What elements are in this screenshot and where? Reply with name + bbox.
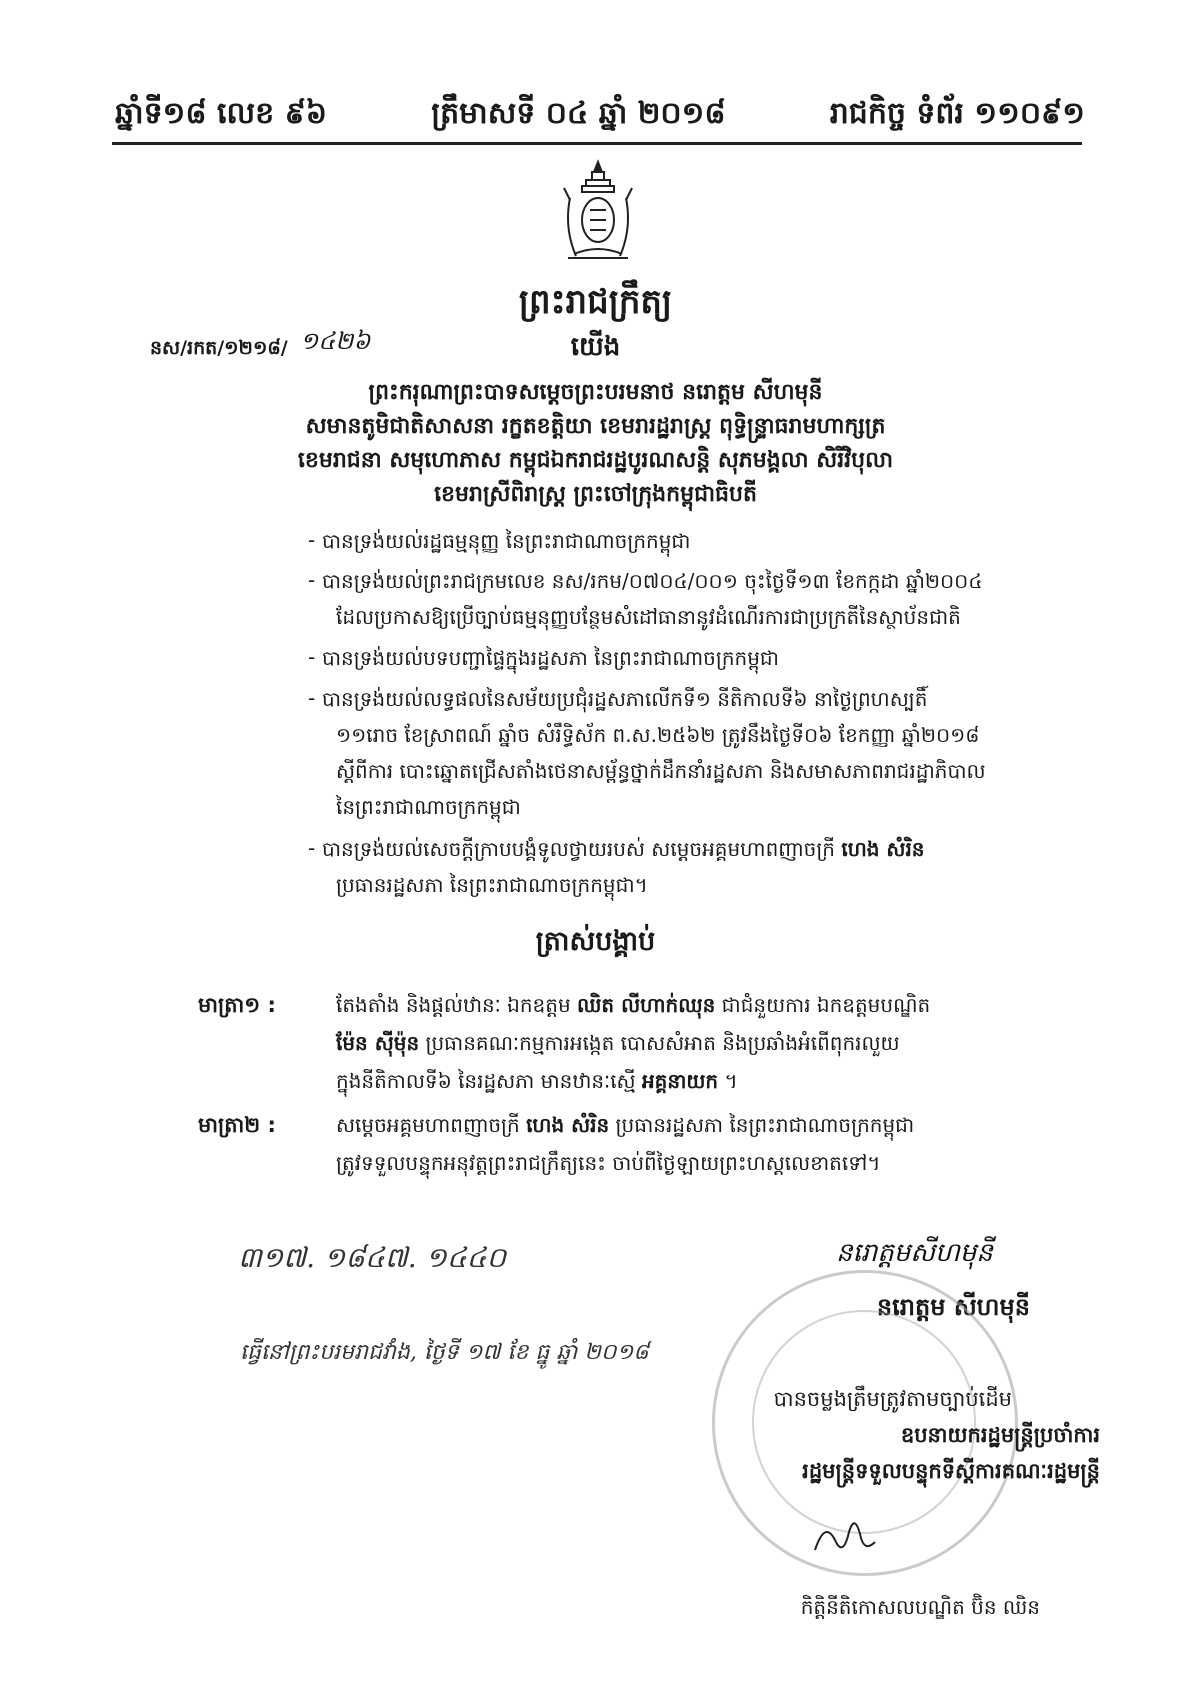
countersign-name: កិត្តិនីតិកោសលបណ្ឌិត ប៊ិន ឈិន — [800, 1595, 1040, 1619]
recital-item: - បានទ្រង់យល់លទ្ធផលនៃសម័យប្រជុំរដ្ឋសភាលើកទី១ នីតិកាលទី៦ នាថ្ងៃព្រហស្បតិ៍ — [308, 686, 928, 711]
countersign-office: រដ្ឋមន្ត្រីទទួលបន្ទុកទីស្តីការគណៈរដ្ឋមន្ត្រី — [802, 1459, 1100, 1483]
name-heng-samrin: ហេង សំរិន — [841, 837, 925, 861]
reference-number: នស/រកត/១២១៨/ — [150, 337, 288, 359]
reference-handwritten: ១៤២៦ — [300, 327, 371, 355]
article-1-line: ម៉ែន ស៊ីម៉ុន ប្រធានគណៈកម្មការអង្កេត បោសសំអាត និងប្រឆាំងអំពើពុករលួយ — [336, 1031, 900, 1055]
recital-continuation: ១១រោច ខែស្រាពណ៍ ឆ្នាំច សំរឹទ្ធិស័ក ព.ស.២៥៦២ ត្រូវនឹងថ្ងៃទី០៦ ខែកញ្ញា ឆ្នាំ២០១៨ — [336, 723, 980, 747]
countersign-signature — [805, 1510, 885, 1570]
decree-heading: ត្រាស់បង្គាប់ — [535, 926, 656, 957]
royal-title-line: ព្រះករុណាព្រះបាទសម្តេចព្រះបរមនាថ នរោត្តម សីហមុនី — [368, 380, 823, 405]
article-1-label: មាត្រា១ : — [198, 993, 276, 1017]
recital-continuation: ស្តីពីការ បោះឆ្នោតជ្រើសតាំងថេនាសម្ព័ន្ធថ្នាក់ដឹកនាំរដ្ឋសភា និងសមាសភាពរាជរដ្ឋាភិបាល — [336, 759, 986, 783]
royal-title-line: ខេមរាជនា សមុហោភាស កម្ពុជឯករាជរដ្ឋបូរណសន្តិ សុភមង្គលា សិរីវិបុលា — [297, 448, 894, 473]
header-page: រាជកិច្ច ទំព័រ ១១០៩១ — [829, 96, 1085, 131]
article-2-line: ត្រូវទទួលបន្ទុកអនុវត្តព្រះរាជក្រឹត្យនេះ ចាប់ពីថ្ងៃឡាយព្រះហស្តលេខាតទៅ។ — [336, 1151, 881, 1175]
place-and-date: ធ្វើនៅព្រះបរមរាជវាំង, ថ្ងៃទី ១៧ ខែ ធ្នូ ឆ្នាំ ២០១៨ — [240, 1340, 649, 1365]
header-rule — [112, 142, 1082, 145]
royal-signature: នរោត្តមសីហមុនី — [836, 1238, 993, 1268]
we-heading: យើង — [570, 332, 621, 362]
recital-item: - បានទ្រង់យល់បទបញ្ជាផ្ទៃក្នុងរដ្ឋសភា នៃព្រះរាជាណាចក្រកម្ពុជា — [308, 645, 779, 670]
recital-item: - បានទ្រង់យល់សេចក្តីក្រាបបង្គំទូលថ្វាយរបស់ សម្តេចអគ្គមហាពញាចក្រី ហេង សំរិន — [308, 836, 925, 861]
header-issue: ឆ្នាំទី១៨ លេខ ៩៦ — [115, 96, 328, 131]
recital-continuation: ដែលប្រកាសឱ្យប្រើច្បាប់ធម្មនុញ្ញបន្ថែមសំដៅធានានូវដំណើរការជាប្រក្រតីនៃស្ថាប័នជាតិ — [336, 605, 961, 629]
royal-title-line: សមានតូមិជាតិសាសនា រក្ខតខត្តិយា ខេមរារដ្ឋរាស្ត្រ ពុទ្ធិន្ទ្រាធរាមហាក្សត្រ — [305, 414, 886, 439]
signatory-name: នរោត្តម សីហមុនី — [876, 1293, 1030, 1321]
recital-continuation: ប្រធានរដ្ឋសភា នៃព្រះរាជាណាចក្រកម្ពុជា។ — [336, 873, 648, 897]
countersign-certified: បានចម្លងត្រឹមត្រូវតាមច្បាប់ដើម — [773, 1387, 1012, 1411]
gazette-header — [115, 88, 1085, 138]
royal-title-line: ខេមរាស្រីពិរាស្ត្រ ព្រះចៅក្រុងកម្ពុជាធិបតី — [434, 482, 757, 507]
header-date: ត្រឹមាសទី ០៤ ឆ្នាំ ២០១៨ — [431, 96, 726, 131]
article-2-line: សម្តេចអគ្គមហាពញាចក្រី ហេង សំរិន ប្រធានរដ្ឋសភា នៃព្រះរាជាណាចក្រកម្ពុជា — [336, 1113, 915, 1137]
decree-title: ព្រះរាជក្រឹត្យ — [518, 282, 673, 322]
recital-continuation: នៃព្រះរាជាណាចក្រកម្ពុជា — [336, 795, 521, 819]
handwritten-registration: ៣១៧. ១៨៤៧. ១៤៤០ — [238, 1241, 507, 1274]
recital-item: - បានទ្រង់យល់រដ្ឋធម្មនុញ្ញ នៃព្រះរាជាណាចក្រកម្ពុជា — [308, 528, 691, 553]
countersign-title: ឧបនាយករដ្ឋមន្ត្រីប្រចាំការ — [900, 1423, 1100, 1447]
recital-item: - បានទ្រង់យល់ព្រះរាជក្រមលេខ នស/រកម/០៧០៤/០០១ ចុះថ្ងៃទី១៣ ខែកក្កដា ឆ្នាំ២០០៤ — [308, 568, 983, 593]
article-2-label: មាត្រា២ : — [198, 1113, 276, 1137]
article-1-line: ក្នុងនីតិកាលទី៦ នៃរដ្ឋសភា មានឋានៈស្មើ អគ្គនាយក ។ — [336, 1069, 738, 1093]
article-1-line: តែងតាំង និងផ្តល់ឋានៈ ឯកឧត្តម ឈិត លីហាក់ឈុន ជាជំនួយការ ឯកឧត្តមបណ្ឌិត — [336, 993, 931, 1017]
royal-emblem-icon — [556, 158, 640, 268]
